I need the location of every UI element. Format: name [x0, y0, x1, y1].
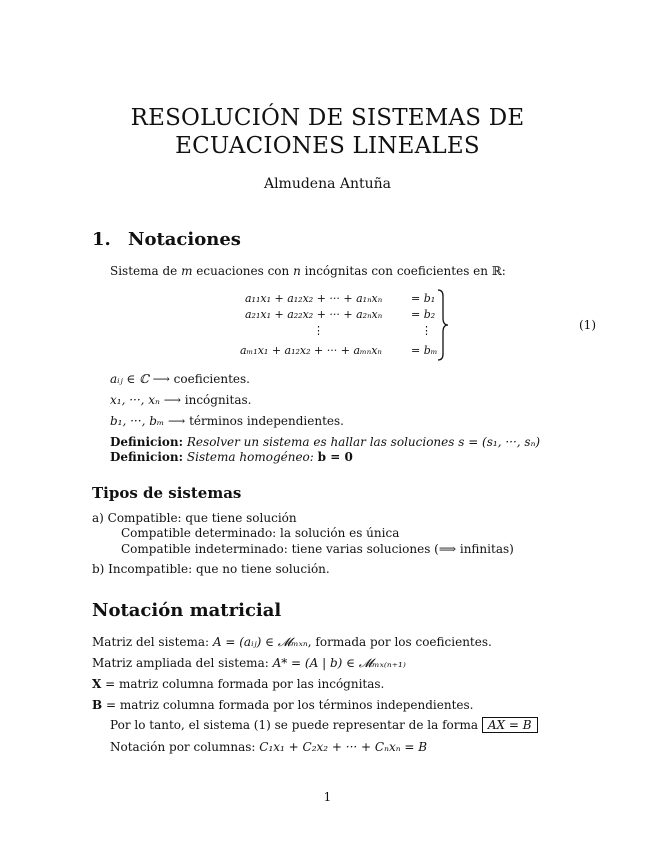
- section-heading-matricial: Notación matricial: [92, 600, 282, 621]
- notation-text: términos independientes.: [185, 414, 344, 428]
- intro-mid2: incógnitas con coeficientes en: [300, 264, 492, 278]
- definition-text: Sistema homogéneo:: [183, 450, 318, 464]
- definition-label: Definicion:: [110, 450, 184, 464]
- line-text: Notación por columnas:: [110, 740, 260, 754]
- page-number: 1: [323, 790, 332, 804]
- subsection-heading-tipos: Tipos de sistemas: [92, 484, 242, 502]
- line-bold: X: [92, 677, 102, 691]
- tipo-b: b) Incompatible: que no tiene solución.: [92, 562, 330, 576]
- notation-terminos: [110, 414, 344, 428]
- line-text: Matriz del sistema:: [92, 635, 213, 649]
- line-text: Por lo tanto, el sistema (1) se puede representar de la forma: [110, 718, 482, 732]
- line-math: A* = (A | b) ∈ 𝓜ₘₓ₍ₙ₊₁₎: [272, 656, 406, 670]
- equation-rhs: = bₘ: [411, 344, 438, 357]
- tipo-a1: Compatible determinado: la solución es única: [121, 526, 400, 540]
- matriz-sistema: [92, 635, 492, 650]
- section-title: Notaciones: [128, 229, 241, 250]
- notacion-columnas: [110, 740, 427, 754]
- equation-row-1: [245, 292, 436, 305]
- equation-lhs: a₂₁x₁ + a₂₂x₂ + ··· + a₂ₙxₙ: [245, 308, 383, 321]
- author: Almudena Antuña: [263, 176, 392, 192]
- line-text: = matriz columna formada por los términos independientes.: [102, 698, 474, 712]
- equation-row-vdots: [313, 324, 432, 337]
- line-math: A = (aᵢⱼ) ∈ 𝓜ₘₓₙ: [212, 635, 308, 649]
- notation-text: coeficientes.: [169, 372, 250, 386]
- notation-coeficientes: [110, 372, 250, 386]
- definition-1: [110, 435, 540, 449]
- notation-math: x₁, ···, xₙ ⟶: [110, 393, 181, 407]
- tipo-a2: Compatible indeterminado: tiene varias soluciones (⟹ infinitas): [121, 542, 514, 556]
- intro-n: n: [293, 264, 301, 278]
- line-text: = matriz columna formada por las incógnitas.: [101, 677, 385, 691]
- notation-math: b₁, ···, bₘ ⟶: [110, 414, 186, 428]
- equation-number: (1): [579, 318, 596, 332]
- intro-pre: Sistema de: [110, 264, 182, 278]
- definition-label: Definicion:: [110, 435, 184, 449]
- equation-rhs: = b₂: [411, 308, 436, 321]
- definition-math: b = 0: [317, 450, 353, 464]
- intro-sentence: [110, 264, 506, 278]
- section-number: 1.: [92, 229, 111, 250]
- equation-lhs-vdots: ⋮: [313, 324, 324, 337]
- boxed-equation: AX = B: [482, 717, 538, 733]
- intro-m: m: [181, 264, 193, 278]
- title-line-2: ECUACIONES LINEALES: [175, 133, 480, 159]
- definition-2: [110, 450, 353, 464]
- equation-row-m: [240, 344, 438, 357]
- tipo-a: a) Compatible: que tiene solución: [92, 511, 297, 525]
- equation-row-2: [245, 308, 436, 321]
- notation-text: incógnitas.: [180, 393, 252, 407]
- intro-R: ℝ: [491, 264, 502, 278]
- section-heading-notaciones: [92, 229, 241, 250]
- line-text: Matriz ampliada del sistema:: [92, 656, 273, 670]
- title-line-1: RESOLUCIÓN DE SISTEMAS DE: [130, 105, 525, 131]
- definition-text: Resolver un sistema es hallar las soluciones: [183, 435, 459, 449]
- equation-lhs: a₁₁x₁ + a₁₂x₂ + ··· + a₁ₙxₙ: [245, 292, 383, 305]
- line-math: C₁x₁ + C₂x₂ + ··· + Cₙxₙ = B: [259, 740, 428, 754]
- forma-matricial: [110, 718, 538, 732]
- line-text: , formada por los coeficientes.: [307, 635, 492, 649]
- line-bold: B: [92, 698, 103, 712]
- definition-math: s = (s₁, ···, sₙ): [458, 435, 541, 449]
- notation-incognitas: [110, 393, 251, 407]
- right-brace-icon: [436, 288, 450, 362]
- equation-rhs-vdots: ⋮: [421, 324, 432, 337]
- intro-mid1: ecuaciones con: [192, 264, 294, 278]
- intro-post: :: [501, 264, 506, 278]
- equation-rhs: = b₁: [411, 292, 436, 305]
- matriz-b: [92, 698, 473, 712]
- equation-lhs: aₘ₁x₁ + a₁₂x₂ + ··· + aₘₙxₙ: [240, 344, 382, 357]
- matriz-ampliada: [92, 656, 406, 671]
- matriz-x: [92, 677, 384, 691]
- notation-math: aᵢⱼ ∈ ℂ ⟶: [110, 372, 170, 386]
